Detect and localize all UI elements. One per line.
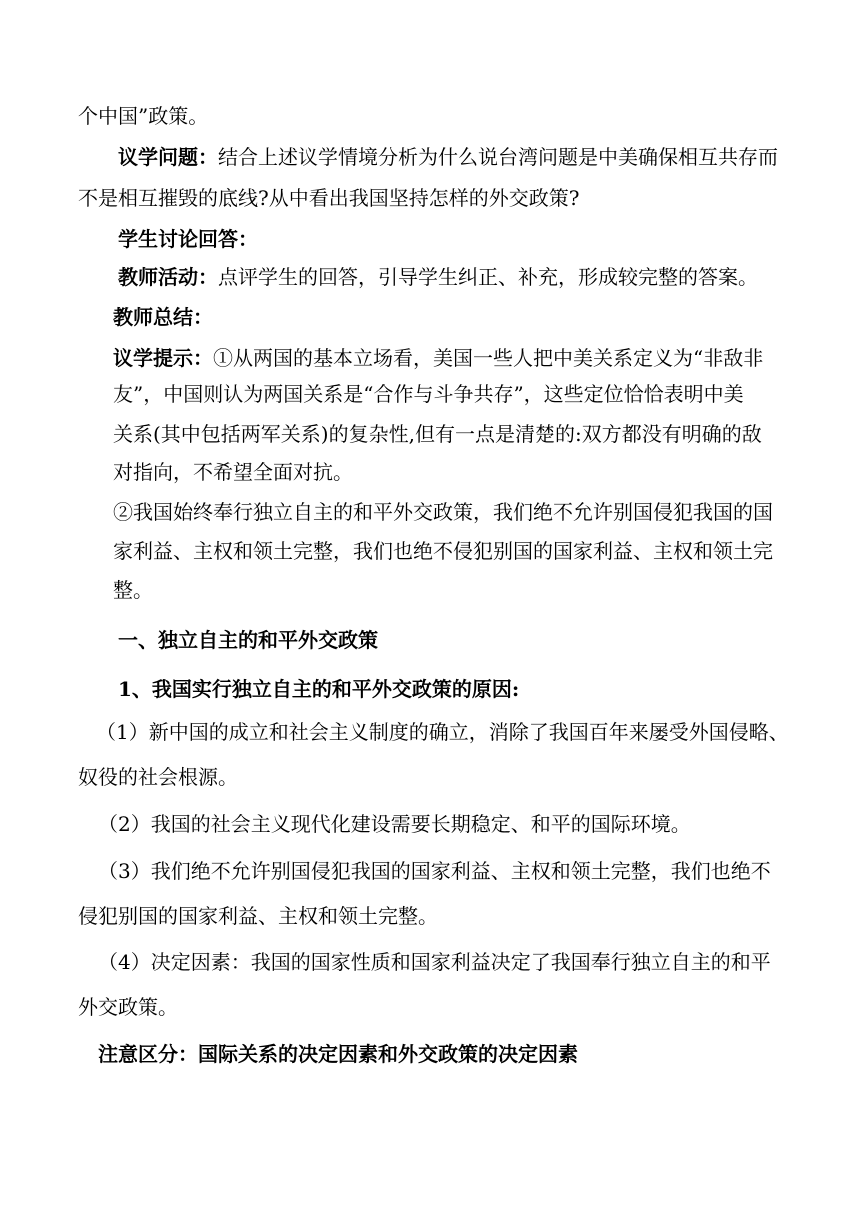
list-item: （3）我们绝不允许别国侵犯我国的国家利益、主权和领土完整，我们也绝不 <box>98 859 771 883</box>
list-item: （4）决定因素：我国的国家性质和国家利益决定了我国奉行独立自主的和平 <box>98 950 771 974</box>
text-line: 不是相互摧毁的底线?从中看出我国坚持怎样的外交政策? <box>78 186 580 210</box>
list-item: （2）我国的社会主义现代化建设需要长期稳定、和平的国际环境。 <box>98 812 691 836</box>
question-label: 议学问题： <box>118 145 218 169</box>
question-text: 结合上述议学情境分析为什么说台湾问题是中美确保相互共存而 <box>218 145 778 169</box>
student-discussion-label: 学生讨论回答： <box>118 227 258 251</box>
text-line: 对指向，不希望全面对抗。 <box>113 460 353 484</box>
hint-text: ①从两国的基本立场看，美国一些人把中美关系定义为“非敌非 <box>213 346 764 370</box>
text-line: 整。 <box>113 578 153 602</box>
teacher-summary-label: 教师总结： <box>113 305 213 329</box>
teacher-activity-label: 教师活动： <box>118 265 218 289</box>
teacher-activity-line <box>118 265 758 289</box>
note-heading: 注意区分：国际关系的决定因素和外交政策的决定因素 <box>98 1042 578 1066</box>
text-line: 侵犯别国的国家利益、主权和领土完整。 <box>78 904 438 928</box>
subsection-heading: 1、我国实行独立自主的和平外交政策的原因: <box>118 677 520 701</box>
text-line: 友”，中国则认为两国关系是“合作与斗争共存”，这些定位恰恰表明中美 <box>113 382 744 406</box>
text-line: 外交政策。 <box>78 995 178 1019</box>
text-line: 关系(其中包括两军关系)的复杂性,但有一点是清楚的:双方都没有明确的敌 <box>113 422 762 446</box>
section-heading: 一、独立自主的和平外交政策 <box>118 628 378 652</box>
list-item: （1）新中国的成立和社会主义制度的确立，消除了我国百年来屡受外国侵略、 <box>96 720 789 744</box>
teacher-activity-text: 点评学生的回答，引导学生纠正、补充，形成较完整的答案。 <box>218 265 758 289</box>
text-line: 个中国”政策。 <box>78 104 209 128</box>
text-line: 家利益、主权和领土完整，我们也绝不侵犯别国的国家利益、主权和领土完 <box>113 539 773 563</box>
hint-line <box>113 346 763 370</box>
text-line: 奴役的社会根源。 <box>78 765 238 789</box>
hint-label: 议学提示： <box>113 346 213 370</box>
text-line: ②我国始终奉行独立自主的和平外交政策，我们绝不允许别国侵犯我国的国 <box>113 500 773 524</box>
question-line <box>118 145 778 169</box>
